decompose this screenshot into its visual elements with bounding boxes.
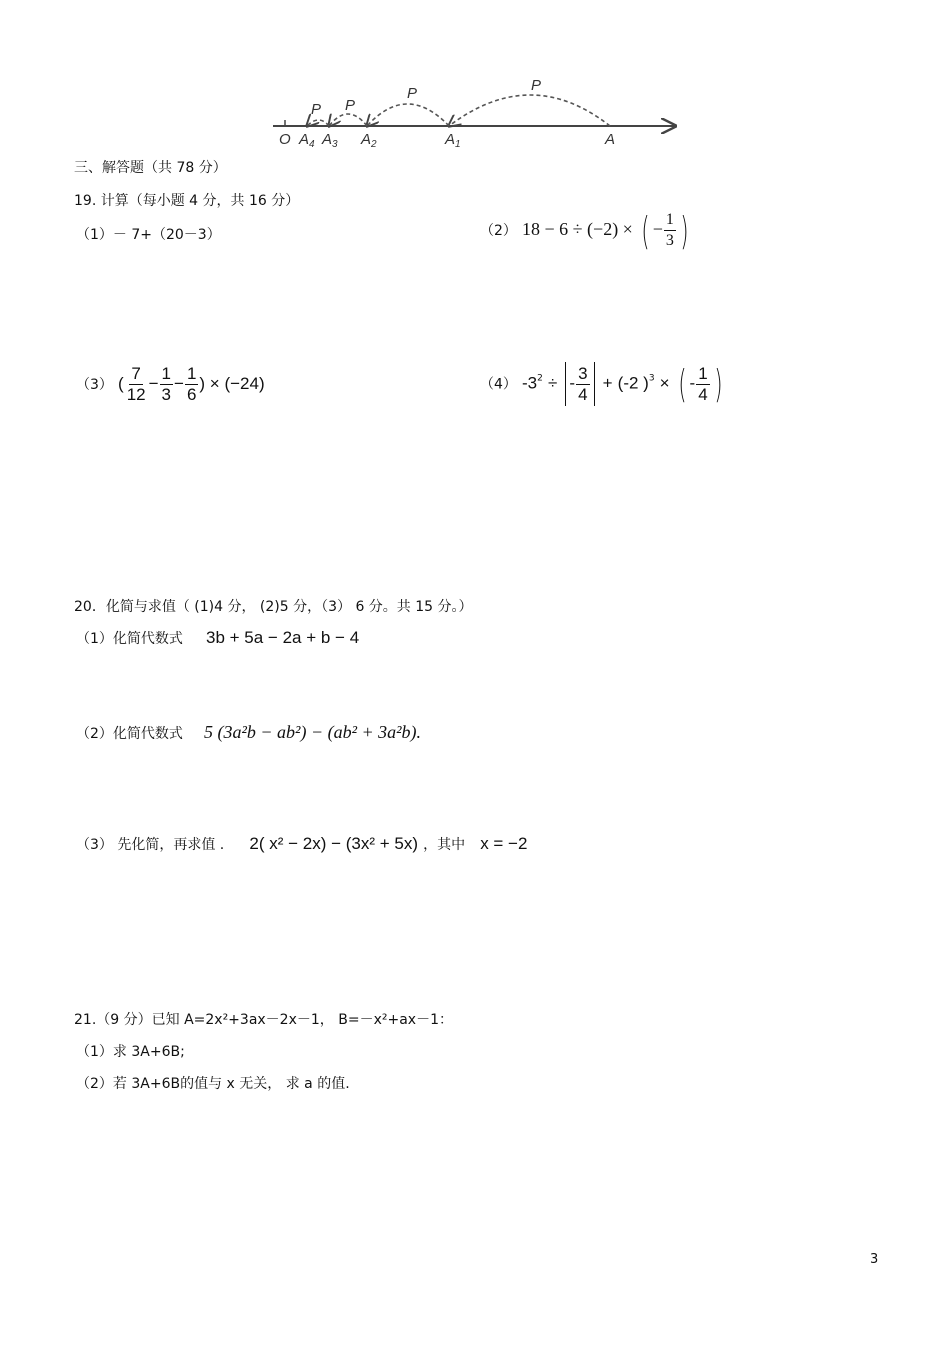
q19-part3-label: （3）	[76, 377, 113, 393]
q19-part1: （1）－ 7+（20－3）	[76, 227, 221, 243]
label-a: A	[605, 131, 616, 148]
page-number: 3	[870, 1252, 879, 1267]
q20-part2: （2）化简代数式 5 (3a²b − ab²) − (ab² + 3a²b).	[76, 722, 422, 742]
arc-label-p: P	[407, 85, 418, 102]
section-title: 三、解答题（共 78 分）	[74, 160, 227, 176]
q19-part2: （2） 18 − 6 ÷ (−2) × ( − $\frac{1}{3}$ )	[480, 208, 689, 253]
label-a2: $A_2$	[361, 131, 377, 150]
arc-label-p: P	[531, 77, 542, 94]
label-o: O	[279, 131, 291, 148]
q19-part2-label: （2）	[480, 223, 517, 239]
arc-label-p: P	[345, 97, 356, 114]
q20-header: 20．化简与求值（ (1)4 分， (2)5 分，（3） 6 分。共 15 分。）	[74, 599, 473, 615]
q21-header: 21.（9 分）已知 A=2x²+3ax－2x－1， B=－x²+ax－1：	[74, 1012, 453, 1028]
jump-arc-1	[449, 95, 610, 126]
label-a3: $A_3$	[322, 131, 338, 150]
q21-part1: （1）求 3A+6B;	[76, 1044, 185, 1060]
jump-arc-3	[329, 114, 367, 126]
label-a4: $A_4$	[299, 131, 315, 150]
q19-part3: （3） ( $\frac{7}{12}$ − $\frac{1}{3}$ − $\frac{1}{6}$ ) × (−24)	[76, 364, 265, 404]
q19-part4: （4） $-3^2$ ÷ - $\frac{3}{4}$ + (-2 )$^3$ × ( - $\frac{1}{4}$ )	[480, 362, 723, 406]
label-a1: $A_1$	[445, 131, 461, 150]
q21-part2: （2）若 3A+6B的值与 x 无关， 求 a 的值.	[76, 1076, 350, 1092]
q20-part1: （1）化简代数式 3b + 5a − 2a + b − 4	[76, 628, 360, 647]
q20-part3: （3） 先化简，再求值 . 2( x² − 2x) − (3x² + 5x) ，其中 x = −2	[76, 834, 528, 853]
q19-header: 19. 计算（每小题 4 分，共 16 分）	[74, 193, 300, 209]
jump-arc-2	[367, 104, 449, 126]
q19-part2-expr: 18 − 6 ÷ (−2) ×	[522, 219, 633, 239]
q19-part4-label: （4）	[480, 376, 517, 393]
number-line-figure	[265, 72, 685, 152]
arc-label-p: P	[311, 101, 322, 118]
